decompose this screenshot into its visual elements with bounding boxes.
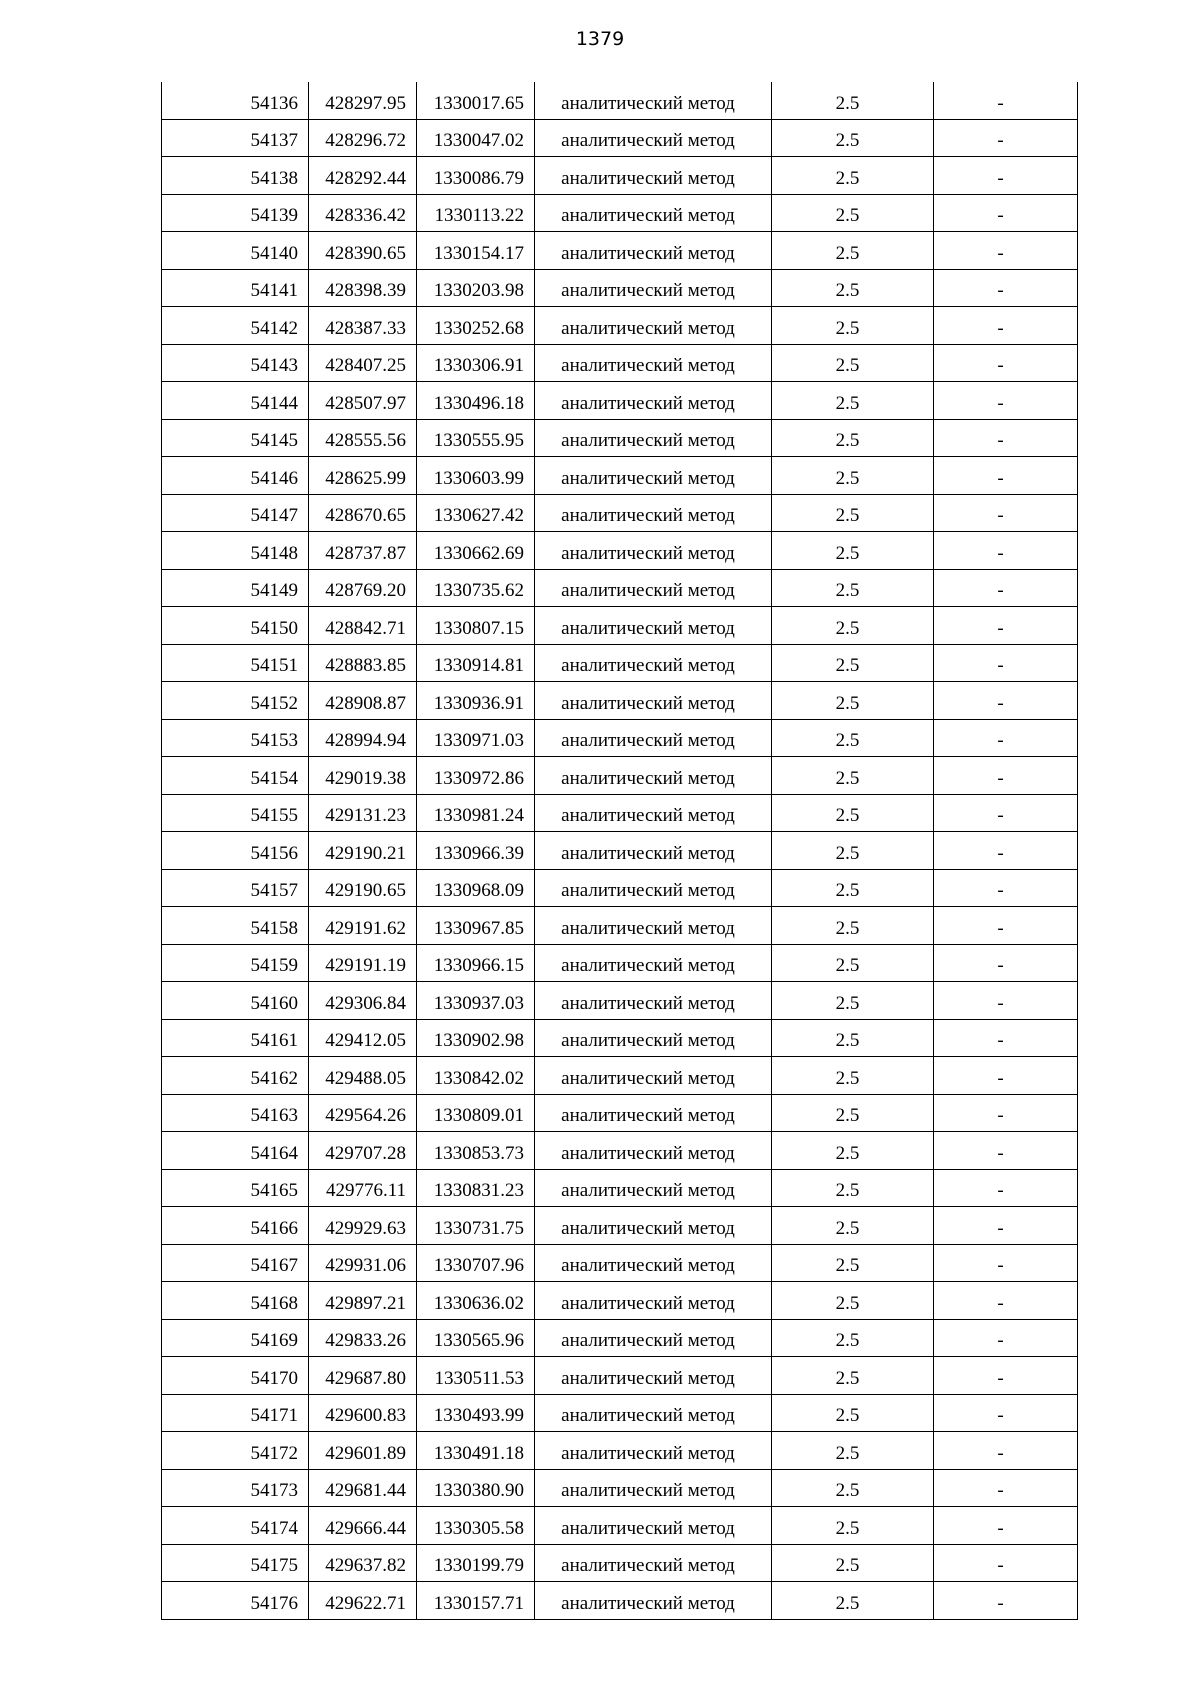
method-cell: аналитический метод — [535, 232, 772, 270]
point-number-cell: 54161 — [162, 1019, 309, 1057]
point-number-cell: 54172 — [162, 1432, 309, 1470]
accuracy-cell: 2.5 — [772, 719, 934, 757]
x-coordinate-cell: 428407.25 — [309, 344, 417, 382]
table-row — [162, 1432, 1078, 1470]
note-cell: - — [934, 1507, 1078, 1545]
method-cell: аналитический метод — [535, 1207, 772, 1245]
y-coordinate-cell: 1330981.24 — [417, 794, 535, 832]
y-coordinate-cell: 1330936.91 — [417, 682, 535, 720]
coordinates-table — [161, 82, 1078, 1620]
accuracy-cell: 2.5 — [772, 569, 934, 607]
table-row — [162, 307, 1078, 345]
x-coordinate-cell: 428296.72 — [309, 119, 417, 157]
x-coordinate-cell: 429929.63 — [309, 1207, 417, 1245]
note-cell: - — [934, 82, 1078, 119]
y-coordinate-cell: 1330555.95 — [417, 419, 535, 457]
y-coordinate-cell: 1330914.81 — [417, 644, 535, 682]
x-coordinate-cell: 429191.62 — [309, 907, 417, 945]
note-cell: - — [934, 682, 1078, 720]
point-number-cell: 54138 — [162, 157, 309, 195]
y-coordinate-cell: 1330971.03 — [417, 719, 535, 757]
table-row — [162, 82, 1078, 119]
accuracy-cell: 2.5 — [772, 869, 934, 907]
point-number-cell: 54153 — [162, 719, 309, 757]
table-row — [162, 644, 1078, 682]
note-cell: - — [934, 1019, 1078, 1057]
method-cell: аналитический метод — [535, 344, 772, 382]
accuracy-cell: 2.5 — [772, 532, 934, 570]
point-number-cell: 54141 — [162, 269, 309, 307]
y-coordinate-cell: 1330731.75 — [417, 1207, 535, 1245]
method-cell: аналитический метод — [535, 419, 772, 457]
accuracy-cell: 2.5 — [772, 1057, 934, 1095]
y-coordinate-cell: 1330972.86 — [417, 757, 535, 795]
accuracy-cell: 2.5 — [772, 1207, 934, 1245]
method-cell: аналитический метод — [535, 157, 772, 195]
note-cell: - — [934, 269, 1078, 307]
y-coordinate-cell: 1330493.99 — [417, 1394, 535, 1432]
note-cell: - — [934, 1094, 1078, 1132]
method-cell: аналитический метод — [535, 269, 772, 307]
method-cell: аналитический метод — [535, 82, 772, 119]
y-coordinate-cell: 1330807.15 — [417, 607, 535, 645]
x-coordinate-cell: 428908.87 — [309, 682, 417, 720]
point-number-cell: 54155 — [162, 794, 309, 832]
accuracy-cell: 2.5 — [772, 1132, 934, 1170]
method-cell: аналитический метод — [535, 1544, 772, 1582]
note-cell: - — [934, 494, 1078, 532]
y-coordinate-cell: 1330937.03 — [417, 982, 535, 1020]
x-coordinate-cell: 428625.99 — [309, 457, 417, 495]
table-row — [162, 982, 1078, 1020]
table-row — [162, 1244, 1078, 1282]
method-cell: аналитический метод — [535, 682, 772, 720]
note-cell: - — [934, 1544, 1078, 1582]
method-cell: аналитический метод — [535, 1244, 772, 1282]
table-row — [162, 1507, 1078, 1545]
note-cell: - — [934, 794, 1078, 832]
y-coordinate-cell: 1330735.62 — [417, 569, 535, 607]
note-cell: - — [934, 532, 1078, 570]
point-number-cell: 54158 — [162, 907, 309, 945]
note-cell: - — [934, 232, 1078, 270]
method-cell: аналитический метод — [535, 457, 772, 495]
accuracy-cell: 2.5 — [772, 1582, 934, 1620]
point-number-cell: 54152 — [162, 682, 309, 720]
x-coordinate-cell: 429190.65 — [309, 869, 417, 907]
x-coordinate-cell: 428336.42 — [309, 194, 417, 232]
x-coordinate-cell: 429306.84 — [309, 982, 417, 1020]
point-number-cell: 54149 — [162, 569, 309, 607]
note-cell: - — [934, 832, 1078, 870]
table-row — [162, 494, 1078, 532]
method-cell: аналитический метод — [535, 532, 772, 570]
point-number-cell: 54166 — [162, 1207, 309, 1245]
x-coordinate-cell: 429191.19 — [309, 944, 417, 982]
accuracy-cell: 2.5 — [772, 1319, 934, 1357]
table-row — [162, 1582, 1078, 1620]
y-coordinate-cell: 1330966.15 — [417, 944, 535, 982]
note-cell: - — [934, 1582, 1078, 1620]
y-coordinate-cell: 1330627.42 — [417, 494, 535, 532]
method-cell: аналитический метод — [535, 1582, 772, 1620]
x-coordinate-cell: 428555.56 — [309, 419, 417, 457]
note-cell: - — [934, 1244, 1078, 1282]
y-coordinate-cell: 1330086.79 — [417, 157, 535, 195]
x-coordinate-cell: 428398.39 — [309, 269, 417, 307]
accuracy-cell: 2.5 — [772, 1507, 934, 1545]
method-cell: аналитический метод — [535, 757, 772, 795]
method-cell: аналитический метод — [535, 607, 772, 645]
x-coordinate-cell: 429707.28 — [309, 1132, 417, 1170]
table-row — [162, 194, 1078, 232]
y-coordinate-cell: 1330491.18 — [417, 1432, 535, 1470]
x-coordinate-cell: 429131.23 — [309, 794, 417, 832]
accuracy-cell: 2.5 — [772, 1544, 934, 1582]
table-row — [162, 344, 1078, 382]
x-coordinate-cell: 429564.26 — [309, 1094, 417, 1132]
table-row — [162, 1207, 1078, 1245]
table-row — [162, 1282, 1078, 1320]
method-cell: аналитический метод — [535, 1169, 772, 1207]
y-coordinate-cell: 1330853.73 — [417, 1132, 535, 1170]
x-coordinate-cell: 428769.20 — [309, 569, 417, 607]
method-cell: аналитический метод — [535, 1432, 772, 1470]
point-number-cell: 54154 — [162, 757, 309, 795]
accuracy-cell: 2.5 — [772, 832, 934, 870]
table-row — [162, 457, 1078, 495]
table-row — [162, 532, 1078, 570]
note-cell: - — [934, 569, 1078, 607]
y-coordinate-cell: 1330968.09 — [417, 869, 535, 907]
method-cell: аналитический метод — [535, 794, 772, 832]
method-cell: аналитический метод — [535, 1469, 772, 1507]
accuracy-cell: 2.5 — [772, 757, 934, 795]
accuracy-cell: 2.5 — [772, 157, 934, 195]
x-coordinate-cell: 428994.94 — [309, 719, 417, 757]
accuracy-cell: 2.5 — [772, 269, 934, 307]
note-cell: - — [934, 982, 1078, 1020]
method-cell: аналитический метод — [535, 1319, 772, 1357]
table-row — [162, 1319, 1078, 1357]
y-coordinate-cell: 1330603.99 — [417, 457, 535, 495]
table-row — [162, 869, 1078, 907]
x-coordinate-cell: 428670.65 — [309, 494, 417, 532]
accuracy-cell: 2.5 — [772, 419, 934, 457]
accuracy-cell: 2.5 — [772, 1357, 934, 1395]
note-cell: - — [934, 382, 1078, 420]
note-cell: - — [934, 944, 1078, 982]
note-cell: - — [934, 1319, 1078, 1357]
y-coordinate-cell: 1330662.69 — [417, 532, 535, 570]
note-cell: - — [934, 1132, 1078, 1170]
method-cell: аналитический метод — [535, 1357, 772, 1395]
x-coordinate-cell: 429412.05 — [309, 1019, 417, 1057]
point-number-cell: 54174 — [162, 1507, 309, 1545]
y-coordinate-cell: 1330199.79 — [417, 1544, 535, 1582]
table-row — [162, 1132, 1078, 1170]
note-cell: - — [934, 719, 1078, 757]
point-number-cell: 54151 — [162, 644, 309, 682]
x-coordinate-cell: 429776.11 — [309, 1169, 417, 1207]
point-number-cell: 54157 — [162, 869, 309, 907]
note-cell: - — [934, 194, 1078, 232]
method-cell: аналитический метод — [535, 869, 772, 907]
note-cell: - — [934, 1282, 1078, 1320]
y-coordinate-cell: 1330157.71 — [417, 1582, 535, 1620]
table-row — [162, 419, 1078, 457]
table-row — [162, 1019, 1078, 1057]
y-coordinate-cell: 1330496.18 — [417, 382, 535, 420]
y-coordinate-cell: 1330809.01 — [417, 1094, 535, 1132]
point-number-cell: 54136 — [162, 82, 309, 119]
method-cell: аналитический метод — [535, 1282, 772, 1320]
point-number-cell: 54137 — [162, 119, 309, 157]
x-coordinate-cell: 429600.83 — [309, 1394, 417, 1432]
point-number-cell: 54164 — [162, 1132, 309, 1170]
point-number-cell: 54168 — [162, 1282, 309, 1320]
note-cell: - — [934, 1357, 1078, 1395]
table-row — [162, 269, 1078, 307]
accuracy-cell: 2.5 — [772, 1432, 934, 1470]
table-row — [162, 1094, 1078, 1132]
table-row — [162, 569, 1078, 607]
point-number-cell: 54140 — [162, 232, 309, 270]
note-cell: - — [934, 869, 1078, 907]
point-number-cell: 54148 — [162, 532, 309, 570]
y-coordinate-cell: 1330154.17 — [417, 232, 535, 270]
point-number-cell: 54163 — [162, 1094, 309, 1132]
method-cell: аналитический метод — [535, 832, 772, 870]
table-row — [162, 907, 1078, 945]
y-coordinate-cell: 1330565.96 — [417, 1319, 535, 1357]
x-coordinate-cell: 429687.80 — [309, 1357, 417, 1395]
point-number-cell: 54144 — [162, 382, 309, 420]
method-cell: аналитический метод — [535, 1507, 772, 1545]
point-number-cell: 54175 — [162, 1544, 309, 1582]
x-coordinate-cell: 429833.26 — [309, 1319, 417, 1357]
note-cell: - — [934, 344, 1078, 382]
x-coordinate-cell: 429931.06 — [309, 1244, 417, 1282]
table-row — [162, 794, 1078, 832]
method-cell: аналитический метод — [535, 307, 772, 345]
table-row — [162, 944, 1078, 982]
y-coordinate-cell: 1330203.98 — [417, 269, 535, 307]
point-number-cell: 54150 — [162, 607, 309, 645]
y-coordinate-cell: 1330113.22 — [417, 194, 535, 232]
accuracy-cell: 2.5 — [772, 1019, 934, 1057]
x-coordinate-cell: 428292.44 — [309, 157, 417, 195]
accuracy-cell: 2.5 — [772, 1244, 934, 1282]
accuracy-cell: 2.5 — [772, 1094, 934, 1132]
y-coordinate-cell: 1330511.53 — [417, 1357, 535, 1395]
table-row — [162, 607, 1078, 645]
accuracy-cell: 2.5 — [772, 344, 934, 382]
method-cell: аналитический метод — [535, 719, 772, 757]
table-row — [162, 157, 1078, 195]
point-number-cell: 54167 — [162, 1244, 309, 1282]
accuracy-cell: 2.5 — [772, 82, 934, 119]
method-cell: аналитический метод — [535, 982, 772, 1020]
x-coordinate-cell: 429488.05 — [309, 1057, 417, 1095]
page-number: 1379 — [575, 28, 625, 50]
note-cell: - — [934, 1207, 1078, 1245]
table-row — [162, 1057, 1078, 1095]
method-cell: аналитический метод — [535, 1057, 772, 1095]
y-coordinate-cell: 1330707.96 — [417, 1244, 535, 1282]
accuracy-cell: 2.5 — [772, 644, 934, 682]
y-coordinate-cell: 1330831.23 — [417, 1169, 535, 1207]
table-row — [162, 1469, 1078, 1507]
table-row — [162, 682, 1078, 720]
point-number-cell: 54160 — [162, 982, 309, 1020]
note-cell: - — [934, 307, 1078, 345]
x-coordinate-cell: 428387.33 — [309, 307, 417, 345]
x-coordinate-cell: 428507.97 — [309, 382, 417, 420]
accuracy-cell: 2.5 — [772, 1282, 934, 1320]
accuracy-cell: 2.5 — [772, 794, 934, 832]
point-number-cell: 54146 — [162, 457, 309, 495]
note-cell: - — [934, 644, 1078, 682]
method-cell: аналитический метод — [535, 119, 772, 157]
accuracy-cell: 2.5 — [772, 119, 934, 157]
method-cell: аналитический метод — [535, 382, 772, 420]
y-coordinate-cell: 1330017.65 — [417, 82, 535, 119]
y-coordinate-cell: 1330966.39 — [417, 832, 535, 870]
point-number-cell: 54170 — [162, 1357, 309, 1395]
method-cell: аналитический метод — [535, 644, 772, 682]
accuracy-cell: 2.5 — [772, 907, 934, 945]
x-coordinate-cell: 429019.38 — [309, 757, 417, 795]
note-cell: - — [934, 119, 1078, 157]
table-row — [162, 1169, 1078, 1207]
x-coordinate-cell: 428842.71 — [309, 607, 417, 645]
method-cell: аналитический метод — [535, 1132, 772, 1170]
point-number-cell: 54159 — [162, 944, 309, 982]
accuracy-cell: 2.5 — [772, 457, 934, 495]
y-coordinate-cell: 1330306.91 — [417, 344, 535, 382]
y-coordinate-cell: 1330380.90 — [417, 1469, 535, 1507]
table-body — [162, 82, 1078, 1619]
note-cell: - — [934, 457, 1078, 495]
x-coordinate-cell: 429190.21 — [309, 832, 417, 870]
accuracy-cell: 2.5 — [772, 232, 934, 270]
point-number-cell: 54156 — [162, 832, 309, 870]
y-coordinate-cell: 1330902.98 — [417, 1019, 535, 1057]
point-number-cell: 54145 — [162, 419, 309, 457]
x-coordinate-cell: 429622.71 — [309, 1582, 417, 1620]
note-cell: - — [934, 757, 1078, 795]
point-number-cell: 54173 — [162, 1469, 309, 1507]
table-row — [162, 1357, 1078, 1395]
point-number-cell: 54169 — [162, 1319, 309, 1357]
table-row — [162, 757, 1078, 795]
y-coordinate-cell: 1330305.58 — [417, 1507, 535, 1545]
x-coordinate-cell: 428737.87 — [309, 532, 417, 570]
point-number-cell: 54139 — [162, 194, 309, 232]
table-row — [162, 382, 1078, 420]
point-number-cell: 54142 — [162, 307, 309, 345]
note-cell: - — [934, 419, 1078, 457]
table-row — [162, 719, 1078, 757]
x-coordinate-cell: 429666.44 — [309, 1507, 417, 1545]
table-row — [162, 832, 1078, 870]
method-cell: аналитический метод — [535, 494, 772, 532]
accuracy-cell: 2.5 — [772, 982, 934, 1020]
accuracy-cell: 2.5 — [772, 382, 934, 420]
accuracy-cell: 2.5 — [772, 607, 934, 645]
y-coordinate-cell: 1330047.02 — [417, 119, 535, 157]
accuracy-cell: 2.5 — [772, 1469, 934, 1507]
point-number-cell: 54147 — [162, 494, 309, 532]
note-cell: - — [934, 607, 1078, 645]
accuracy-cell: 2.5 — [772, 682, 934, 720]
accuracy-cell: 2.5 — [772, 494, 934, 532]
method-cell: аналитический метод — [535, 1019, 772, 1057]
accuracy-cell: 2.5 — [772, 194, 934, 232]
x-coordinate-cell: 429637.82 — [309, 1544, 417, 1582]
x-coordinate-cell: 429681.44 — [309, 1469, 417, 1507]
note-cell: - — [934, 1394, 1078, 1432]
accuracy-cell: 2.5 — [772, 1394, 934, 1432]
y-coordinate-cell: 1330842.02 — [417, 1057, 535, 1095]
point-number-cell: 54171 — [162, 1394, 309, 1432]
note-cell: - — [934, 157, 1078, 195]
method-cell: аналитический метод — [535, 194, 772, 232]
y-coordinate-cell: 1330252.68 — [417, 307, 535, 345]
method-cell: аналитический метод — [535, 907, 772, 945]
method-cell: аналитический метод — [535, 944, 772, 982]
accuracy-cell: 2.5 — [772, 1169, 934, 1207]
point-number-cell: 54162 — [162, 1057, 309, 1095]
x-coordinate-cell: 428390.65 — [309, 232, 417, 270]
method-cell: аналитический метод — [535, 1394, 772, 1432]
point-number-cell: 54176 — [162, 1582, 309, 1620]
point-number-cell: 54165 — [162, 1169, 309, 1207]
method-cell: аналитический метод — [535, 569, 772, 607]
note-cell: - — [934, 1057, 1078, 1095]
note-cell: - — [934, 1469, 1078, 1507]
table-row — [162, 1544, 1078, 1582]
x-coordinate-cell: 428297.95 — [309, 82, 417, 119]
table-row — [162, 1394, 1078, 1432]
x-coordinate-cell: 429897.21 — [309, 1282, 417, 1320]
x-coordinate-cell: 429601.89 — [309, 1432, 417, 1470]
table-row — [162, 119, 1078, 157]
accuracy-cell: 2.5 — [772, 307, 934, 345]
table-row — [162, 232, 1078, 270]
note-cell: - — [934, 907, 1078, 945]
point-number-cell: 54143 — [162, 344, 309, 382]
note-cell: - — [934, 1169, 1078, 1207]
accuracy-cell: 2.5 — [772, 944, 934, 982]
x-coordinate-cell: 428883.85 — [309, 644, 417, 682]
y-coordinate-cell: 1330636.02 — [417, 1282, 535, 1320]
method-cell: аналитический метод — [535, 1094, 772, 1132]
y-coordinate-cell: 1330967.85 — [417, 907, 535, 945]
note-cell: - — [934, 1432, 1078, 1470]
